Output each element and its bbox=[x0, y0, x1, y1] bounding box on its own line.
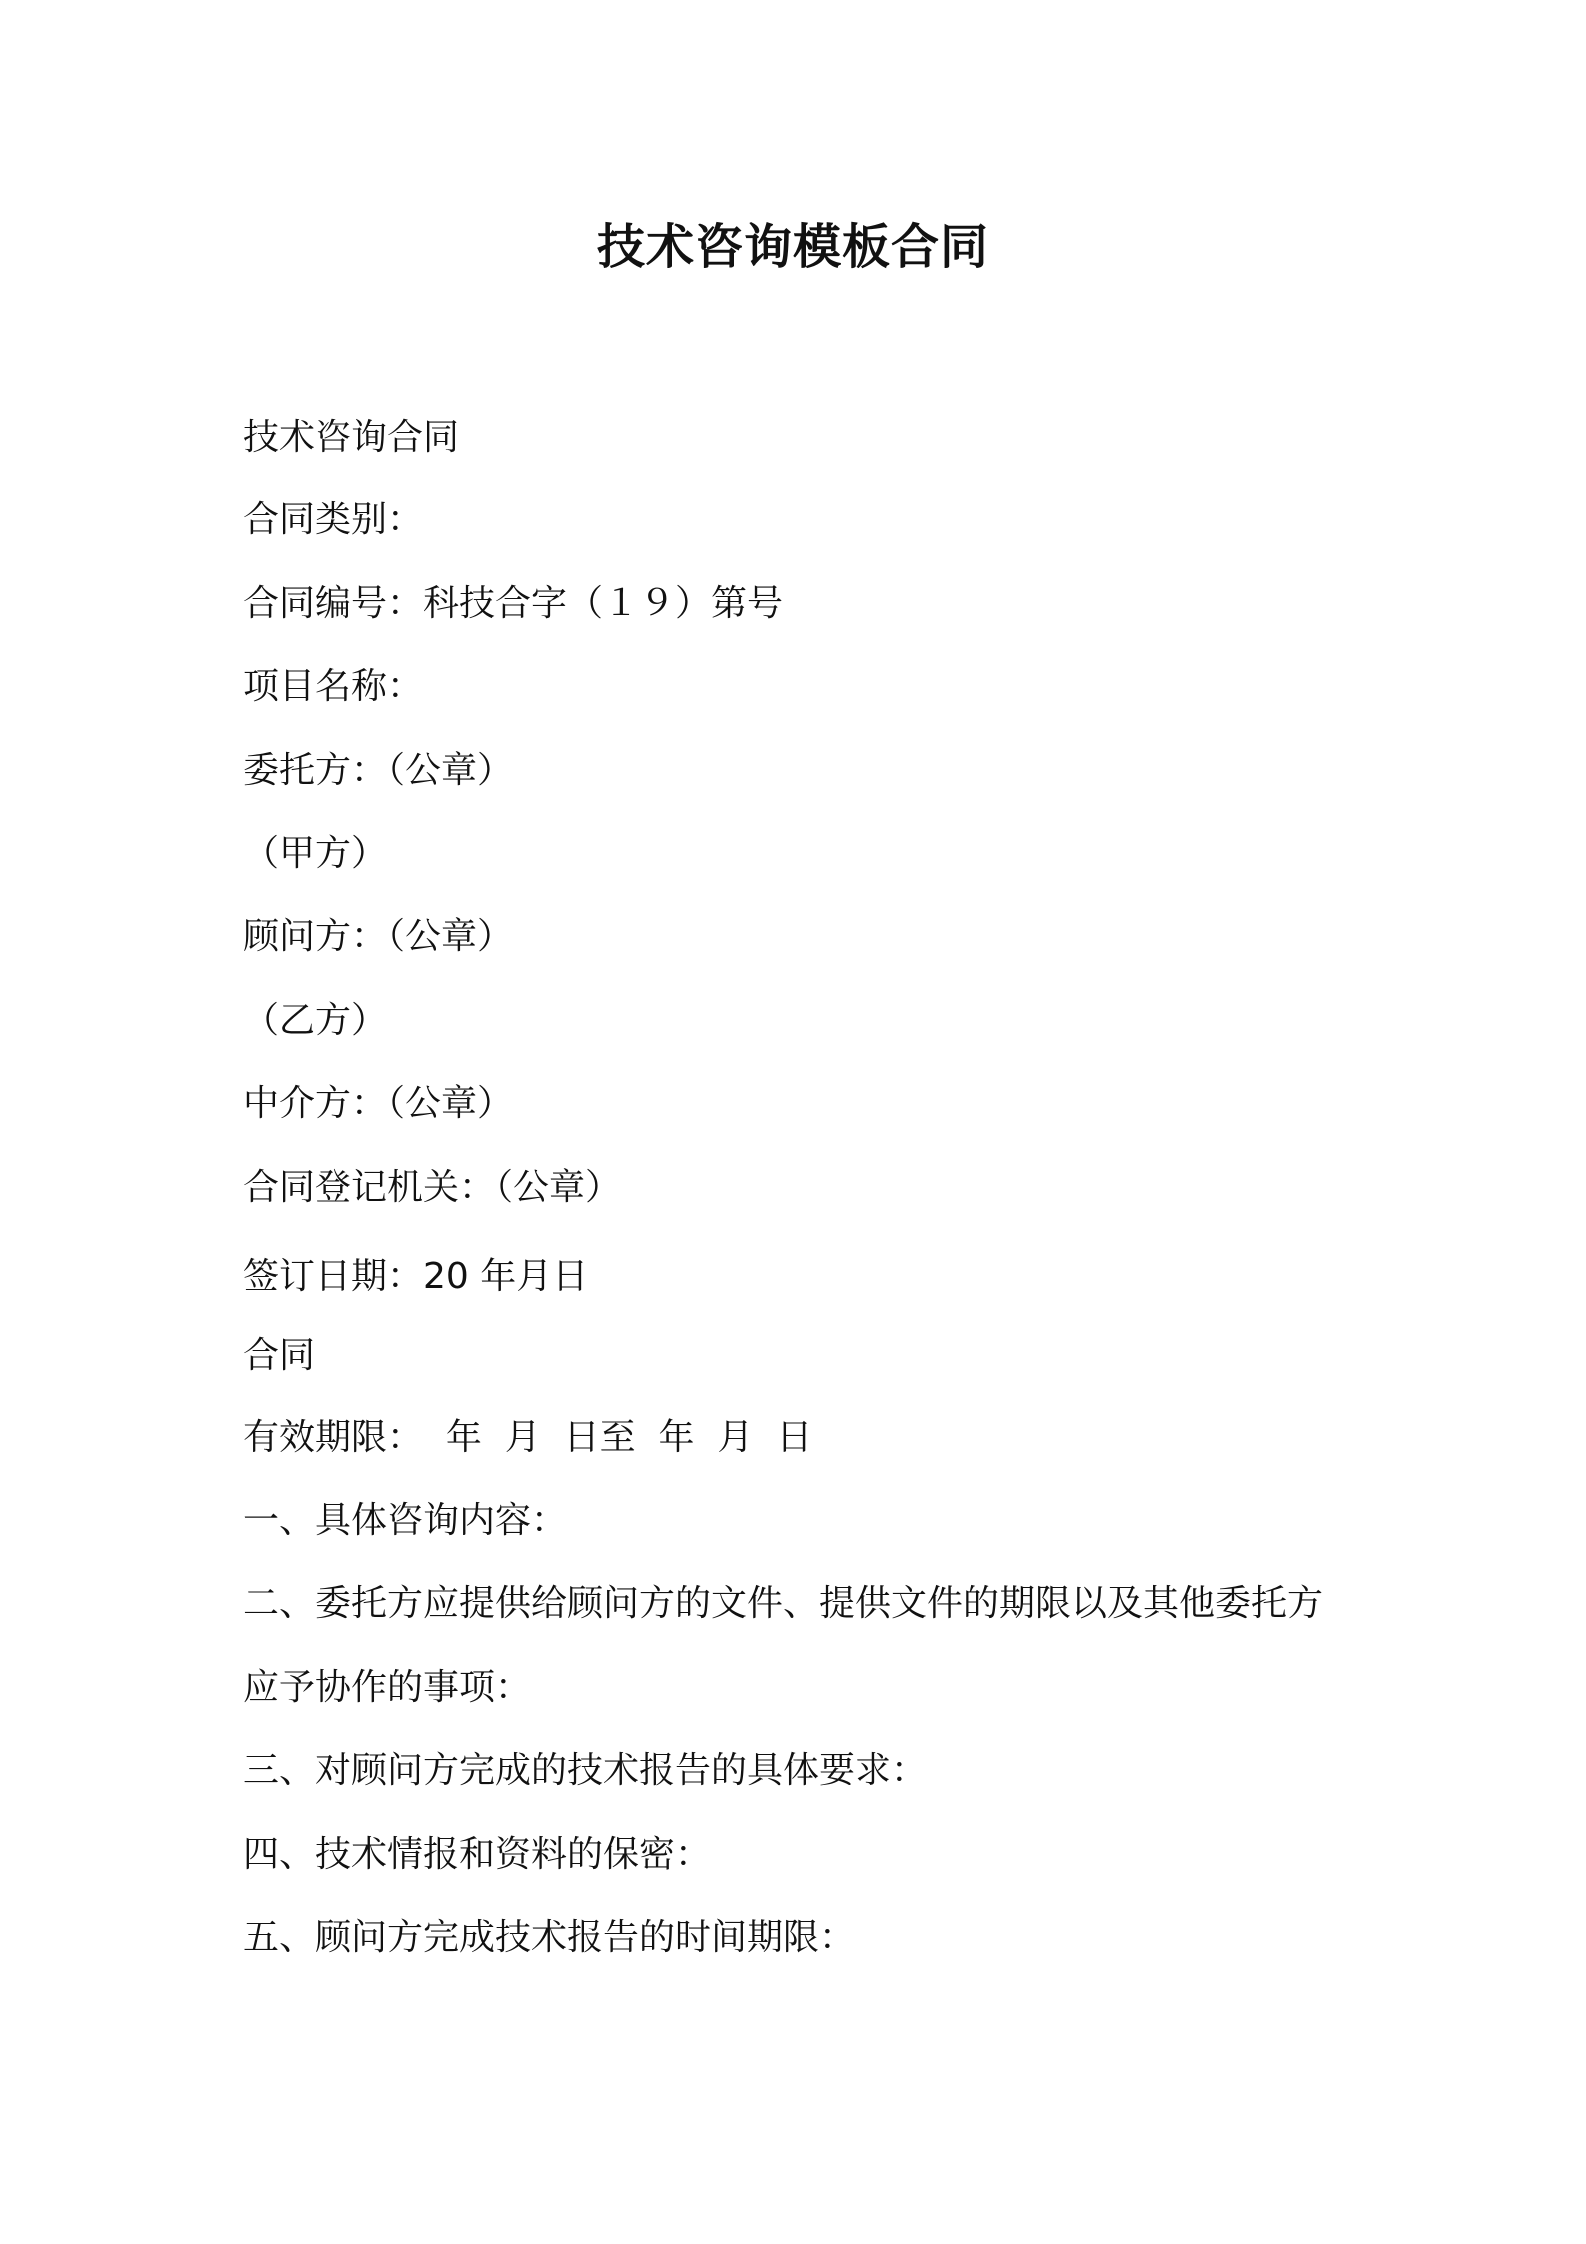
contract-category: 合同类别： bbox=[243, 499, 424, 540]
party-b-label: （乙方） bbox=[243, 1000, 388, 1041]
section-2-heading: 二、委托方应提供给顾问方的文件、提供文件的期限以及其他委托方 bbox=[243, 1583, 1324, 1624]
consultant-party: 顾问方：（公章） bbox=[243, 916, 514, 957]
contract-heading: 技术咨询合同 bbox=[243, 417, 460, 458]
contract-number: 合同编号：科技合字（１９）第号 bbox=[243, 583, 784, 624]
section-1-heading: 一、具体咨询内容： bbox=[243, 1500, 568, 1541]
party-a-label: （甲方） bbox=[243, 833, 388, 874]
document-title: 技术咨询模板合同 bbox=[596, 219, 989, 275]
contract-label: 合同 bbox=[243, 1335, 316, 1376]
registration-authority: 合同登记机关：（公章） bbox=[243, 1167, 622, 1208]
project-name: 项目名称： bbox=[243, 666, 424, 707]
intermediary-party: 中介方：（公章） bbox=[243, 1083, 514, 1124]
section-2-continuation: 应予协作的事项： bbox=[243, 1667, 532, 1708]
validity-period: 有效期限： 年 月 日至 年 月 日 bbox=[243, 1417, 813, 1458]
section-5-heading: 五、顾问方完成技术报告的时间期限： bbox=[243, 1917, 856, 1958]
section-3-heading: 三、对顾问方完成的技术报告的具体要求： bbox=[243, 1750, 928, 1791]
signing-date: 签订日期：20 年月日 bbox=[243, 1256, 589, 1297]
client-party: 委托方：（公章） bbox=[243, 750, 514, 791]
section-4-heading: 四、技术情报和资料的保密： bbox=[243, 1834, 712, 1875]
